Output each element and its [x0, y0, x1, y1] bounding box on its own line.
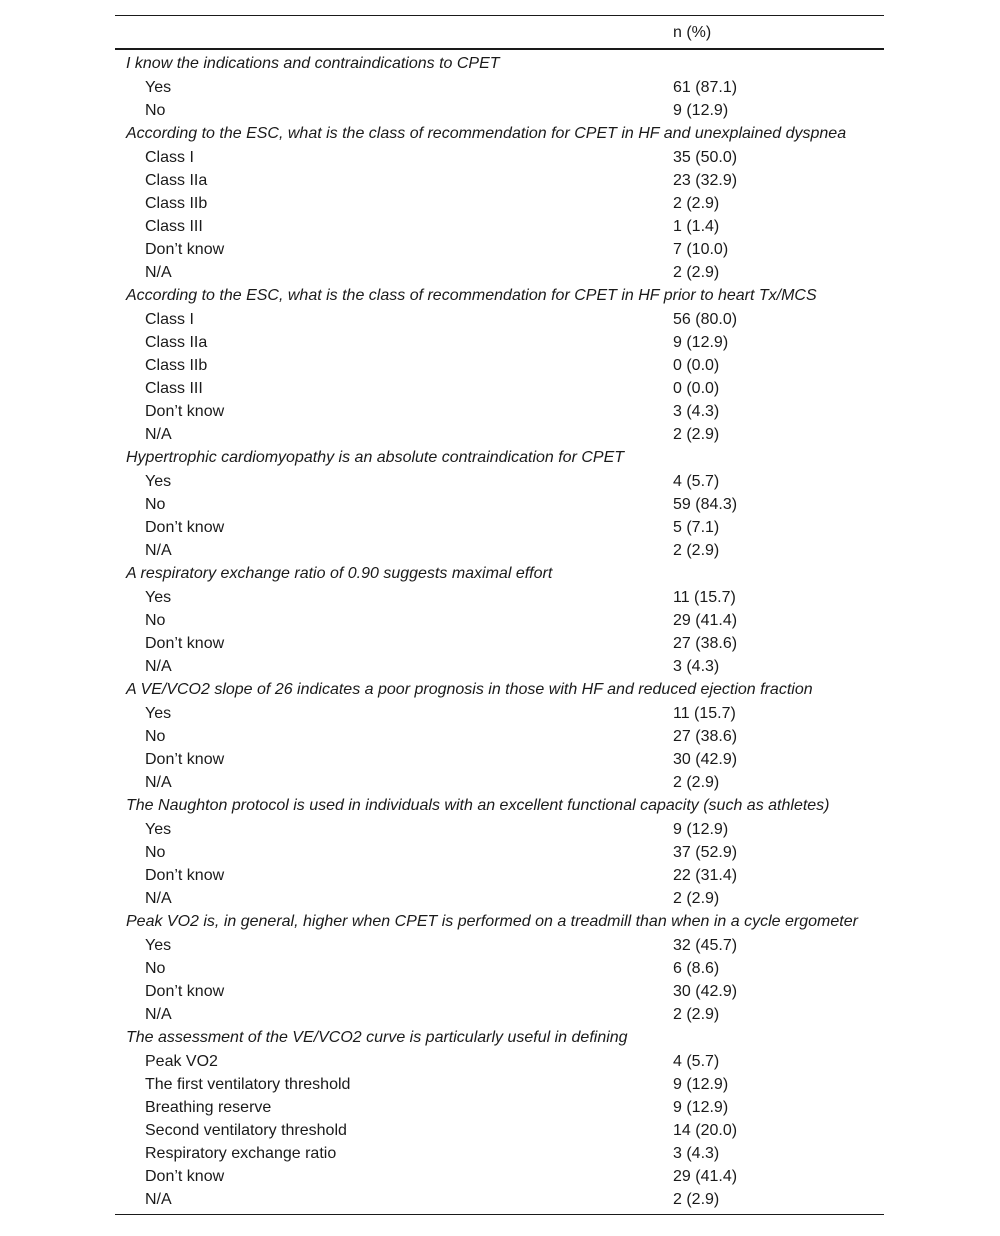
survey-results-table [115, 15, 884, 1215]
answer-count-percent: 2 (2.9) [673, 890, 720, 907]
question-row [115, 563, 884, 587]
answer-count-percent: 59 (84.3) [673, 496, 738, 513]
answer-label: Class IIa [145, 334, 208, 351]
answer-row [115, 517, 884, 540]
answer-row [115, 1166, 884, 1189]
answer-count-percent: 11 (15.7) [673, 589, 736, 606]
answer-label: Peak VO2 [145, 1053, 218, 1070]
answer-label: Don’t know [145, 983, 225, 1000]
answer-row [115, 424, 884, 447]
question-text: The Naughton protocol is used in individuals with an excellent functional capacity (such as athletes) [126, 797, 830, 814]
answer-label: Yes [145, 589, 172, 606]
answer-count-percent: 9 (12.9) [673, 1076, 729, 1093]
answer-label: Yes [145, 473, 172, 490]
answer-label: Don’t know [145, 867, 225, 884]
answer-row [115, 935, 884, 958]
answer-row [115, 610, 884, 633]
answer-row [115, 819, 884, 842]
answer-count-percent: 30 (42.9) [673, 983, 738, 1000]
answer-row [115, 77, 884, 100]
answer-row [115, 1120, 884, 1143]
question-row [115, 53, 884, 77]
answer-count-percent: 29 (41.4) [673, 1168, 738, 1185]
answer-count-percent: 32 (45.7) [673, 937, 738, 954]
answer-row [115, 378, 884, 401]
question-row [115, 911, 884, 935]
answer-label: Yes [145, 821, 172, 838]
answer-count-percent: 2 (2.9) [673, 195, 720, 212]
answer-count-percent: 9 (12.9) [673, 1099, 729, 1116]
answer-count-percent: 2 (2.9) [673, 1191, 720, 1208]
answer-label: Class I [145, 311, 194, 328]
question-row [115, 285, 884, 309]
answer-count-percent: 0 (0.0) [673, 380, 720, 397]
answer-row [115, 703, 884, 726]
answer-count-percent: 2 (2.9) [673, 264, 720, 281]
answer-count-percent: 4 (5.7) [673, 473, 720, 490]
answer-label: Respiratory exchange ratio [145, 1145, 337, 1162]
question-row [115, 679, 884, 703]
answer-row [115, 471, 884, 494]
answer-count-percent: 2 (2.9) [673, 426, 720, 443]
answer-count-percent: 22 (31.4) [673, 867, 738, 884]
answer-label: Don’t know [145, 751, 225, 768]
answer-label: No [145, 612, 166, 629]
answer-count-percent: 27 (38.6) [673, 728, 738, 745]
answer-label: Class I [145, 149, 194, 166]
answer-row [115, 1074, 884, 1097]
answer-row [115, 401, 884, 424]
answer-count-percent: 23 (32.9) [673, 172, 738, 189]
answer-label: N/A [145, 1006, 172, 1023]
question-text: The assessment of the VE/VCO2 curve is particularly useful in defining [126, 1029, 628, 1046]
table-body [115, 50, 884, 1214]
answer-row [115, 981, 884, 1004]
answer-count-percent: 56 (80.0) [673, 311, 738, 328]
answer-row [115, 355, 884, 378]
answer-label: Class IIb [145, 195, 208, 212]
answer-count-percent: 61 (87.1) [673, 79, 738, 96]
answer-count-percent: 3 (4.3) [673, 1145, 720, 1162]
answer-label: N/A [145, 264, 172, 281]
answer-row [115, 888, 884, 911]
answer-count-percent: 9 (12.9) [673, 102, 729, 119]
answer-count-percent: 6 (8.6) [673, 960, 720, 977]
answer-label: No [145, 844, 166, 861]
answer-label: Don’t know [145, 241, 225, 258]
answer-count-percent: 14 (20.0) [673, 1122, 738, 1139]
answer-row [115, 772, 884, 795]
answer-row [115, 1004, 884, 1027]
answer-label: No [145, 496, 166, 513]
answer-row [115, 239, 884, 262]
question-text: According to the ESC, what is the class of recommendation for CPET in HF and unexplained dyspnea [126, 125, 847, 142]
answer-label: Don’t know [145, 635, 225, 652]
answer-label: N/A [145, 774, 172, 791]
answer-count-percent: 37 (52.9) [673, 844, 738, 861]
answer-row [115, 1097, 884, 1120]
answer-row [115, 193, 884, 216]
answer-count-percent: 11 (15.7) [673, 705, 736, 722]
answer-count-percent: 3 (4.3) [673, 658, 720, 675]
answer-count-percent: 0 (0.0) [673, 357, 720, 374]
question-row [115, 447, 884, 471]
answer-label: Second ventilatory threshold [145, 1122, 347, 1139]
answer-row [115, 216, 884, 239]
answer-count-percent: 3 (4.3) [673, 403, 720, 420]
question-text: A VE/VCO2 slope of 26 indicates a poor prognosis in those with HF and reduced ejection fraction [126, 681, 813, 698]
answer-count-percent: 2 (2.9) [673, 774, 720, 791]
question-text: I know the indications and contraindications to CPET [126, 55, 500, 72]
question-text: According to the ESC, what is the class of recommendation for CPET in HF prior to heart Tx/MCS [126, 287, 817, 304]
answer-row [115, 958, 884, 981]
question-row [115, 795, 884, 819]
answer-label: N/A [145, 890, 172, 907]
answer-count-percent: 30 (42.9) [673, 751, 738, 768]
answer-count-percent: 27 (38.6) [673, 635, 738, 652]
answer-label: Yes [145, 937, 172, 954]
answer-label: Breathing reserve [145, 1099, 272, 1116]
answer-count-percent: 9 (12.9) [673, 821, 729, 838]
question-row [115, 1027, 884, 1051]
answer-row [115, 749, 884, 772]
answer-label: Class IIb [145, 357, 208, 374]
answer-count-percent: 4 (5.7) [673, 1053, 720, 1070]
answer-count-percent: 1 (1.4) [673, 218, 720, 235]
answer-row [115, 170, 884, 193]
table-bottom-rule [115, 1214, 884, 1215]
answer-label: Yes [145, 79, 172, 96]
answer-count-percent: 9 (12.9) [673, 334, 729, 351]
answer-row [115, 842, 884, 865]
header-n-percent: n (%) [673, 24, 712, 41]
answer-row [115, 865, 884, 888]
answer-row [115, 309, 884, 332]
answer-row [115, 587, 884, 610]
question-text: Hypertrophic cardiomyopathy is an absolute contraindication for CPET [126, 449, 625, 466]
answer-row [115, 1189, 884, 1212]
answer-label: Class III [145, 380, 203, 397]
answer-count-percent: 5 (7.1) [673, 519, 720, 536]
answer-count-percent: 7 (10.0) [673, 241, 729, 258]
answer-label: The first ventilatory threshold [145, 1076, 351, 1093]
answer-count-percent: 29 (41.4) [673, 612, 738, 629]
answer-label: Don’t know [145, 519, 225, 536]
answer-count-percent: 2 (2.9) [673, 542, 720, 559]
answer-label: Class IIa [145, 172, 208, 189]
answer-label: Don’t know [145, 1168, 225, 1185]
answer-row [115, 147, 884, 170]
answer-label: No [145, 728, 166, 745]
answer-label: Class III [145, 218, 203, 235]
question-row [115, 123, 884, 147]
answer-row [115, 540, 884, 563]
answer-count-percent: 2 (2.9) [673, 1006, 720, 1023]
answer-label: N/A [145, 658, 172, 675]
answer-row [115, 1051, 884, 1074]
table-header-row [115, 16, 884, 48]
answer-row [115, 633, 884, 656]
answer-row [115, 1143, 884, 1166]
question-text: Peak VO2 is, in general, higher when CPET is performed on a treadmill than when in a cycle ergometer [126, 913, 858, 930]
answer-row [115, 494, 884, 517]
answer-count-percent: 35 (50.0) [673, 149, 738, 166]
answer-label: N/A [145, 426, 172, 443]
answer-row [115, 100, 884, 123]
answer-row [115, 262, 884, 285]
answer-label: No [145, 102, 166, 119]
answer-label: Yes [145, 705, 172, 722]
answer-row [115, 656, 884, 679]
answer-label: N/A [145, 542, 172, 559]
question-text: A respiratory exchange ratio of 0.90 suggests maximal effort [126, 565, 553, 582]
answer-row [115, 332, 884, 355]
answer-label: No [145, 960, 166, 977]
answer-label: N/A [145, 1191, 172, 1208]
answer-label: Don’t know [145, 403, 225, 420]
answer-row [115, 726, 884, 749]
